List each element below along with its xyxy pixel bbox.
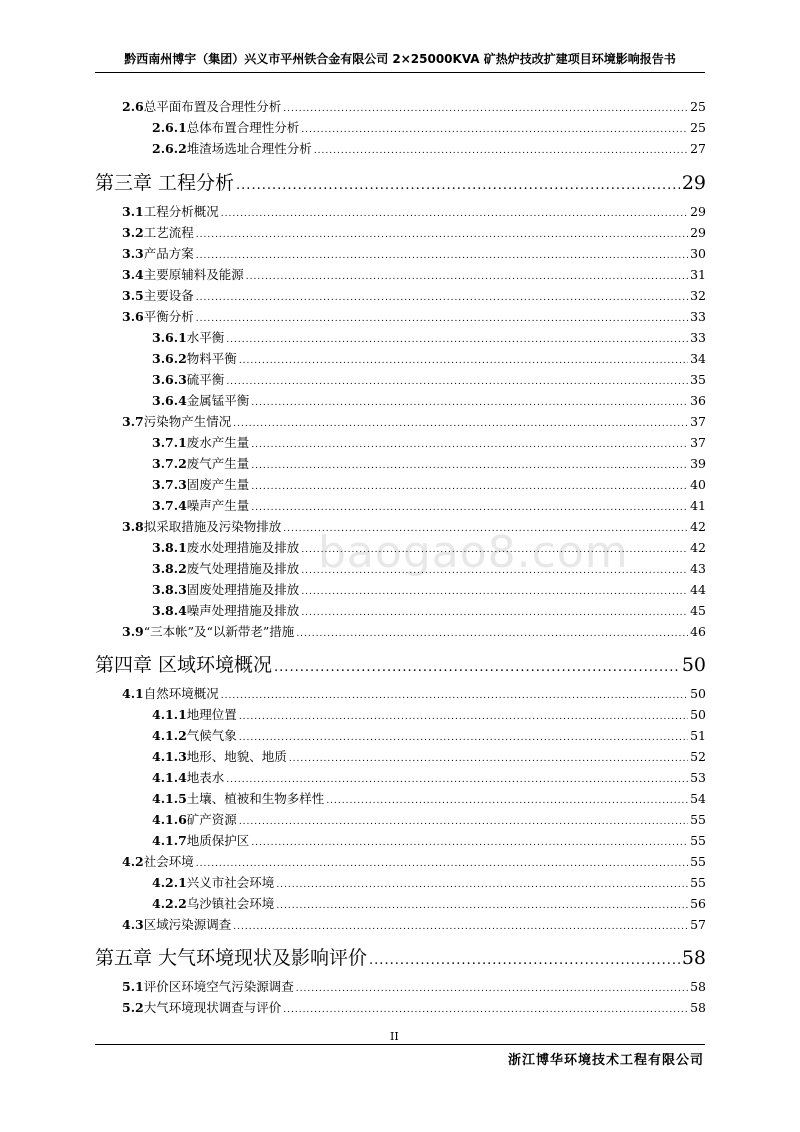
toc-page-number: 43	[690, 561, 706, 576]
toc-entry[interactable]	[152, 789, 706, 807]
toc-leader-dots	[226, 775, 688, 785]
toc-entry-number: 4.1.5	[152, 791, 187, 806]
toc-entry[interactable]	[152, 475, 706, 493]
toc-entry-number: 3.8.4	[152, 603, 187, 618]
toc-entry-title: 总平面布置及合理性分析	[143, 99, 282, 114]
page-number: II	[390, 1030, 399, 1043]
toc-entry-number: 4.2	[122, 854, 144, 869]
toc-leader-dots	[283, 1005, 688, 1015]
toc-entry-title: 噪声处理措施及排放	[186, 603, 300, 618]
toc-leader-dots	[301, 566, 688, 576]
toc-leader-dots	[301, 125, 688, 135]
toc-leader-dots	[296, 984, 688, 994]
toc-page-number: 50	[681, 654, 706, 676]
toc-entry[interactable]	[152, 391, 706, 409]
toc-entry-title: 区域污染源调查	[143, 917, 232, 932]
toc-entry[interactable]	[122, 998, 706, 1016]
toc-leader-dots	[233, 922, 688, 932]
toc-leader-dots	[314, 146, 688, 156]
toc-leader-dots	[221, 691, 688, 701]
watermark: baogao8.com	[318, 527, 629, 578]
toc-entry-number: 3.6	[122, 309, 144, 324]
toc-entry-title: 废气产生量	[186, 456, 250, 471]
toc-entry[interactable]	[152, 139, 706, 157]
toc-entry-number: 4.1.1	[152, 707, 187, 722]
footer-rule	[95, 1044, 705, 1045]
toc-entry-title: 评价区环境空气污染源调查	[143, 979, 294, 994]
toc-entry[interactable]	[122, 977, 706, 995]
toc-page-number: 35	[690, 372, 706, 387]
toc-page-number: 34	[690, 351, 706, 366]
toc-entry-title: 产品方案	[143, 246, 194, 261]
toc-entry-title: 地表水	[186, 770, 225, 785]
toc-entry-number: 4.1.7	[152, 833, 187, 848]
toc-entry-number: 4.1.3	[152, 749, 187, 764]
toc-page-number: 32	[690, 288, 706, 303]
toc-entry-title: 污染物产生情况	[143, 414, 232, 429]
toc-entry[interactable]	[152, 601, 706, 619]
toc-leader-dots	[226, 377, 688, 387]
toc-leader-dots	[239, 733, 688, 743]
toc-entry-number: 3.6.4	[152, 393, 187, 408]
toc-entry-number: 3.2	[122, 225, 144, 240]
toc-page-number: 39	[690, 456, 706, 471]
toc-leader-dots	[251, 398, 688, 408]
toc-entry[interactable]	[122, 223, 706, 241]
toc-entry-number: 3.7	[122, 414, 144, 429]
toc-entry-number: 3.6.3	[152, 372, 187, 387]
toc-entry-title: 噪声产生量	[186, 498, 250, 513]
toc-entry-number: 3.7.4	[152, 498, 187, 513]
toc-leader-dots	[276, 880, 688, 890]
toc-page-number: 33	[690, 309, 706, 324]
toc-page-number: 25	[690, 120, 706, 135]
toc-page-number: 33	[690, 330, 706, 345]
toc-entry[interactable]	[122, 244, 706, 262]
toc-entry[interactable]	[152, 433, 706, 451]
toc-page-number: 37	[690, 435, 706, 450]
toc-leader-dots	[226, 335, 688, 345]
toc-entry-title: 矿产资源	[186, 812, 237, 827]
toc-leader-dots	[251, 482, 688, 492]
toc-entry[interactable]	[122, 684, 706, 702]
toc-leader-dots	[301, 545, 688, 555]
toc-page-number: 58	[690, 1000, 706, 1015]
toc-entry[interactable]	[152, 726, 706, 744]
toc-page-number: 56	[690, 896, 706, 911]
toc-entry[interactable]	[152, 328, 706, 346]
toc-entry-title: 堆渣场选址合理性分析	[186, 141, 312, 156]
toc-entry-title: 工程分析概况	[143, 204, 219, 219]
toc-entry-number: 2.6.1	[152, 120, 187, 135]
toc-entry-number: 3.1	[122, 204, 144, 219]
toc-page-number: 55	[690, 854, 706, 869]
toc-entry[interactable]	[152, 747, 706, 765]
toc-entry-number: 4.2.1	[152, 875, 187, 890]
toc-page-number: 29	[690, 225, 706, 240]
toc-entry[interactable]	[122, 202, 706, 220]
toc-entry[interactable]	[95, 650, 706, 678]
toc-entry-title: 第四章 区域环境概况	[95, 654, 273, 676]
toc-entry-number: 2.6	[122, 99, 144, 114]
toc-page-number: 55	[690, 812, 706, 827]
toc-entry[interactable]	[152, 768, 706, 786]
toc-page-number: 54	[690, 791, 706, 806]
toc-page-number: 30	[690, 246, 706, 261]
toc-leader-dots	[276, 901, 688, 911]
toc-leader-dots	[301, 608, 688, 618]
toc-entry-number: 3.6.1	[152, 330, 187, 345]
toc-entry-number: 4.1.6	[152, 812, 187, 827]
toc-entry-title: 废气处理措施及排放	[186, 561, 300, 576]
toc-entry-number: 3.8.3	[152, 582, 187, 597]
toc-leader-dots	[251, 503, 688, 513]
toc-entry-title: 金属锰平衡	[186, 393, 250, 408]
toc-entry[interactable]	[95, 943, 706, 971]
toc-page-number: 53	[690, 770, 706, 785]
toc-page-number: 57	[690, 917, 706, 932]
toc-entry-number: 3.8.2	[152, 561, 187, 576]
toc-entry-number: 4.1.2	[152, 728, 187, 743]
toc-entry[interactable]	[122, 412, 706, 430]
toc-leader-dots	[233, 419, 688, 429]
company-name: 浙江博华环境技术工程有限公司	[507, 1053, 704, 1068]
toc-entry-title: 平衡分析	[143, 309, 194, 324]
toc-entry[interactable]	[152, 454, 706, 472]
toc-page-number: 50	[690, 686, 706, 701]
toc-page-number: 58	[681, 947, 706, 969]
toc-entry-number: 4.2.2	[152, 896, 187, 911]
toc-entry-title: 第五章 大气环境现状及影响评价	[95, 947, 368, 969]
toc-entry[interactable]	[122, 852, 706, 870]
toc-entry[interactable]	[152, 118, 706, 136]
toc-leader-dots	[196, 251, 688, 261]
toc-page-number: 51	[690, 728, 706, 743]
toc-entry-title: 地质保护区	[186, 833, 250, 848]
toc-page-number: 46	[690, 624, 706, 639]
toc-entry[interactable]	[152, 349, 706, 367]
toc-page-number: 42	[690, 519, 706, 534]
toc-page-number: 27	[690, 141, 706, 156]
toc-entry-number: 3.9	[122, 624, 144, 639]
toc-page-number: 45	[690, 603, 706, 618]
toc-entry[interactable]	[152, 810, 706, 828]
toc-entry-title: 拟采取措施及污染物排放	[143, 519, 282, 534]
toc-leader-dots	[196, 859, 688, 869]
toc-entry-number: 3.8.1	[152, 540, 187, 555]
toc-entry-title: 水平衡	[186, 330, 225, 345]
toc-entry-title: 自然环境概况	[143, 686, 219, 701]
toc-entry[interactable]	[152, 580, 706, 598]
toc-entry[interactable]	[122, 915, 706, 933]
toc-entry-title: 固废处理措施及排放	[186, 582, 300, 597]
toc-entry[interactable]	[122, 286, 706, 304]
toc-entry-title: 兴义市社会环境	[186, 875, 275, 890]
toc-entry[interactable]	[152, 496, 706, 514]
toc-leader-dots	[196, 230, 688, 240]
toc-entry-title: 废水处理措施及排放	[186, 540, 300, 555]
toc-page-number: 25	[690, 99, 706, 114]
toc-page-number: 36	[690, 393, 706, 408]
toc-entry[interactable]	[122, 265, 706, 283]
toc-page-number: 37	[690, 414, 706, 429]
toc-entry-number: 5.1	[122, 979, 144, 994]
toc-entry[interactable]	[152, 873, 706, 891]
toc-leader-dots	[196, 314, 688, 324]
toc-entry[interactable]	[152, 894, 706, 912]
toc-entry[interactable]	[152, 831, 706, 849]
toc-entry[interactable]	[152, 559, 706, 577]
toc-entry-title: 主要设备	[143, 288, 194, 303]
toc-leader-dots	[196, 293, 688, 303]
toc-entry[interactable]	[122, 307, 706, 325]
toc-entry-title: 硫平衡	[186, 372, 225, 387]
toc-leader-dots	[239, 712, 688, 722]
toc-entry[interactable]	[152, 370, 706, 388]
toc-page-number: 42	[690, 540, 706, 555]
toc-leader-dots	[283, 524, 688, 534]
toc-leader-dots	[369, 953, 680, 968]
toc-leader-dots	[239, 817, 688, 827]
toc-leader-dots	[289, 754, 688, 764]
toc-entry-number: 3.7.3	[152, 477, 187, 492]
toc-entry[interactable]	[95, 168, 706, 196]
toc-entry-number: 3.5	[122, 288, 144, 303]
toc-entry[interactable]	[122, 622, 706, 640]
toc-entry[interactable]	[122, 97, 706, 115]
toc-entry-number: 4.3	[122, 917, 144, 932]
toc-leader-dots	[251, 461, 688, 471]
toc-leader-dots	[246, 272, 688, 282]
toc-entry-number: 3.7.2	[152, 456, 187, 471]
toc-entry-title: 工艺流程	[143, 225, 194, 240]
toc-leader-dots	[301, 587, 688, 597]
toc-page-number: 52	[690, 749, 706, 764]
toc-entry-title: 大气环境现状调查与评价	[143, 1000, 282, 1015]
toc-entry[interactable]	[152, 538, 706, 556]
toc-entry-number: 3.4	[122, 267, 144, 282]
toc-leader-dots	[236, 178, 680, 193]
toc-leader-dots	[239, 356, 688, 366]
toc-leader-dots	[251, 440, 688, 450]
document-header: 黔西南州博宇（集团）兴义市平州铁合金有限公司 2×25000KVA 矿热炉技改扩建项目环境影响报告书	[124, 52, 676, 66]
toc-entry-number: 3.7.1	[152, 435, 187, 450]
toc-entry-title: 地形、地貌、地质	[186, 749, 287, 764]
toc-entry-title: 地理位置	[186, 707, 237, 722]
toc-entry-title: 乌沙镇社会环境	[186, 896, 275, 911]
toc-leader-dots	[274, 660, 680, 675]
toc-entry-title: 固废产生量	[186, 477, 250, 492]
toc-entry-number: 2.6.2	[152, 141, 187, 156]
toc-entry-title: 社会环境	[143, 854, 194, 869]
toc-leader-dots	[296, 629, 688, 639]
toc-leader-dots	[221, 209, 688, 219]
toc-entry-number: 5.2	[122, 1000, 144, 1015]
toc-page-number: 44	[690, 582, 706, 597]
toc-entry-title: 第三章 工程分析	[95, 172, 235, 194]
toc-page-number: 55	[690, 875, 706, 890]
toc-entry-number: 4.1.4	[152, 770, 187, 785]
toc-page-number: 55	[690, 833, 706, 848]
toc-entry-title: 总体布置合理性分析	[186, 120, 300, 135]
toc-entry[interactable]	[122, 517, 706, 535]
toc-entry-number: 4.1	[122, 686, 144, 701]
toc-entry-title: 物料平衡	[186, 351, 237, 366]
toc-leader-dots	[326, 796, 688, 806]
toc-entry-number: 3.8	[122, 519, 144, 534]
toc-entry-title: 气候气象	[186, 728, 237, 743]
toc-page-number: 58	[690, 979, 706, 994]
toc-entry-title: 主要原辅料及能源	[143, 267, 244, 282]
toc-leader-dots	[283, 104, 688, 114]
toc-entry-title: “三本帐”及“以新带老”措施	[143, 624, 295, 639]
toc-page-number: 31	[690, 267, 706, 282]
toc-entry-number: 3.3	[122, 246, 144, 261]
toc-page-number: 29	[690, 204, 706, 219]
toc-entry-title: 废水产生量	[186, 435, 250, 450]
toc-entry[interactable]	[152, 705, 706, 723]
toc-entry-number: 3.6.2	[152, 351, 187, 366]
toc-page-number: 41	[690, 498, 706, 513]
toc-page-number: 50	[690, 707, 706, 722]
toc-entry-title: 土壤、植被和生物多样性	[186, 791, 325, 806]
toc-page-number: 40	[690, 477, 706, 492]
toc-page-number: 29	[681, 172, 706, 194]
toc-leader-dots	[251, 838, 688, 848]
